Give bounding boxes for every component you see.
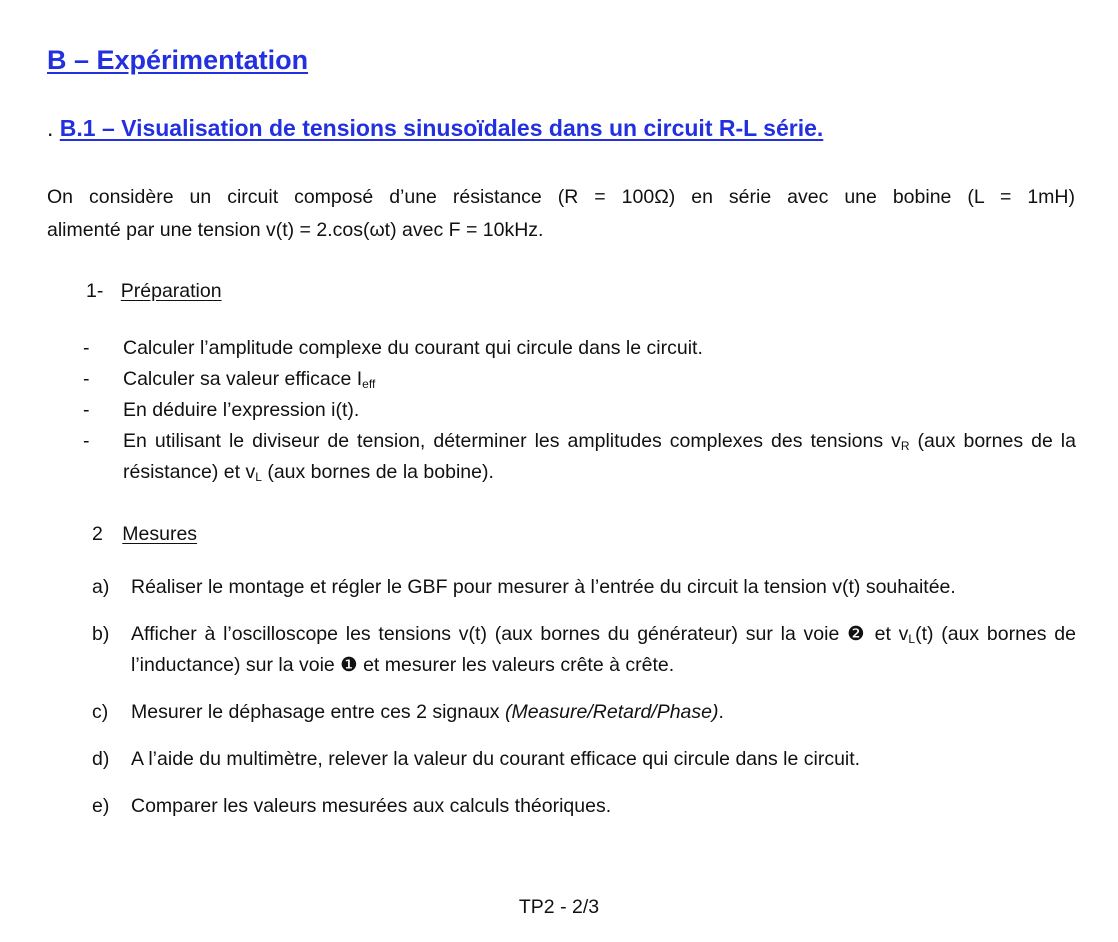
list-item-text: Calculer sa valeur efficace I — [123, 368, 363, 390]
subscript-l: L — [908, 632, 916, 646]
intro-line-2: alimenté par une tension v(t) = 2.cos(ωt) avec F = 10kHz. — [47, 219, 544, 241]
measures-list — [92, 572, 1076, 838]
page-footer: TP2 - 2/3 — [518, 896, 600, 918]
heading-experimentation: B – Expérimentation — [47, 45, 309, 75]
list-item-text: Afficher à l’oscilloscope les tensions v(t) (aux bornes du générateur) sur la voie ❷ et v — [131, 623, 909, 645]
list-item — [92, 697, 1076, 728]
part1-label: Préparation — [120, 280, 222, 302]
part2-label: Mesures — [122, 523, 198, 545]
part2-number: 2 — [92, 523, 103, 545]
subscript-l: L — [255, 470, 262, 484]
list-item — [83, 364, 1076, 395]
intro-line-1: On considère un circuit composé d’une résistance (R = 100Ω) en série avec une bobine (L = 1mH) — [47, 186, 1075, 208]
subscript-eff: eff — [362, 377, 376, 391]
list-marker: a) — [92, 576, 110, 598]
list-marker: e) — [92, 795, 110, 817]
part1-number: 1- — [86, 280, 104, 302]
list-item-text: (aux bornes de la bobine). — [261, 461, 494, 483]
list-marker: b) — [92, 623, 110, 645]
list-item-text: . — [718, 701, 724, 723]
list-item-text: Mesurer le déphasage entre ces 2 signaux — [131, 701, 505, 723]
list-item-text: En déduire l’expression i(t). — [123, 399, 360, 421]
list-item — [83, 426, 1076, 488]
list-item-text: Réaliser le montage et régler le GBF pour mesurer à l’entrée du circuit la tension v(t) souhaitée. — [131, 576, 956, 598]
subscript-r: R — [900, 439, 910, 453]
list-item-text: Calculer l’amplitude complexe du courant qui circule dans le circuit. — [123, 337, 703, 359]
list-item-text: Comparer les valeurs mesurées aux calculs théoriques. — [131, 795, 612, 817]
list-item-text: A l’aide du multimètre, relever la valeur du courant efficace qui circule dans le circuit. — [131, 748, 861, 770]
list-item-italic: (Measure/Retard/Phase) — [504, 701, 719, 723]
list-item — [83, 333, 1076, 364]
list-item — [83, 395, 1076, 426]
section-title — [47, 115, 823, 142]
list-item-text: (t) (aux bornes de l’inductance) sur la voie ❶ et mesurer les valeurs crête à crête. — [131, 623, 1077, 676]
list-item-text: En utilisant le diviseur de tension, déterminer les amplitudes complexes des tensions v — [123, 430, 901, 452]
section-prefix: . — [47, 115, 54, 141]
part1-heading — [86, 280, 222, 303]
list-marker: c) — [92, 701, 109, 723]
list-marker: - — [83, 399, 90, 421]
list-marker: - — [83, 337, 90, 359]
section-title-text: B.1 – Visualisation de tensions sinusoïdales dans un circuit R-L série. — [59, 115, 824, 141]
list-marker: - — [83, 368, 90, 390]
intro-paragraph — [47, 181, 1075, 247]
list-item-text: (aux bornes de la résistance) et v — [123, 430, 1076, 483]
list-item — [92, 572, 1076, 603]
list-marker: d) — [92, 748, 110, 770]
list-item — [92, 744, 1076, 775]
list-marker: - — [83, 430, 90, 452]
preparation-list — [83, 333, 1076, 488]
list-item — [92, 791, 1076, 822]
part2-heading — [92, 523, 197, 546]
list-item — [92, 619, 1076, 681]
